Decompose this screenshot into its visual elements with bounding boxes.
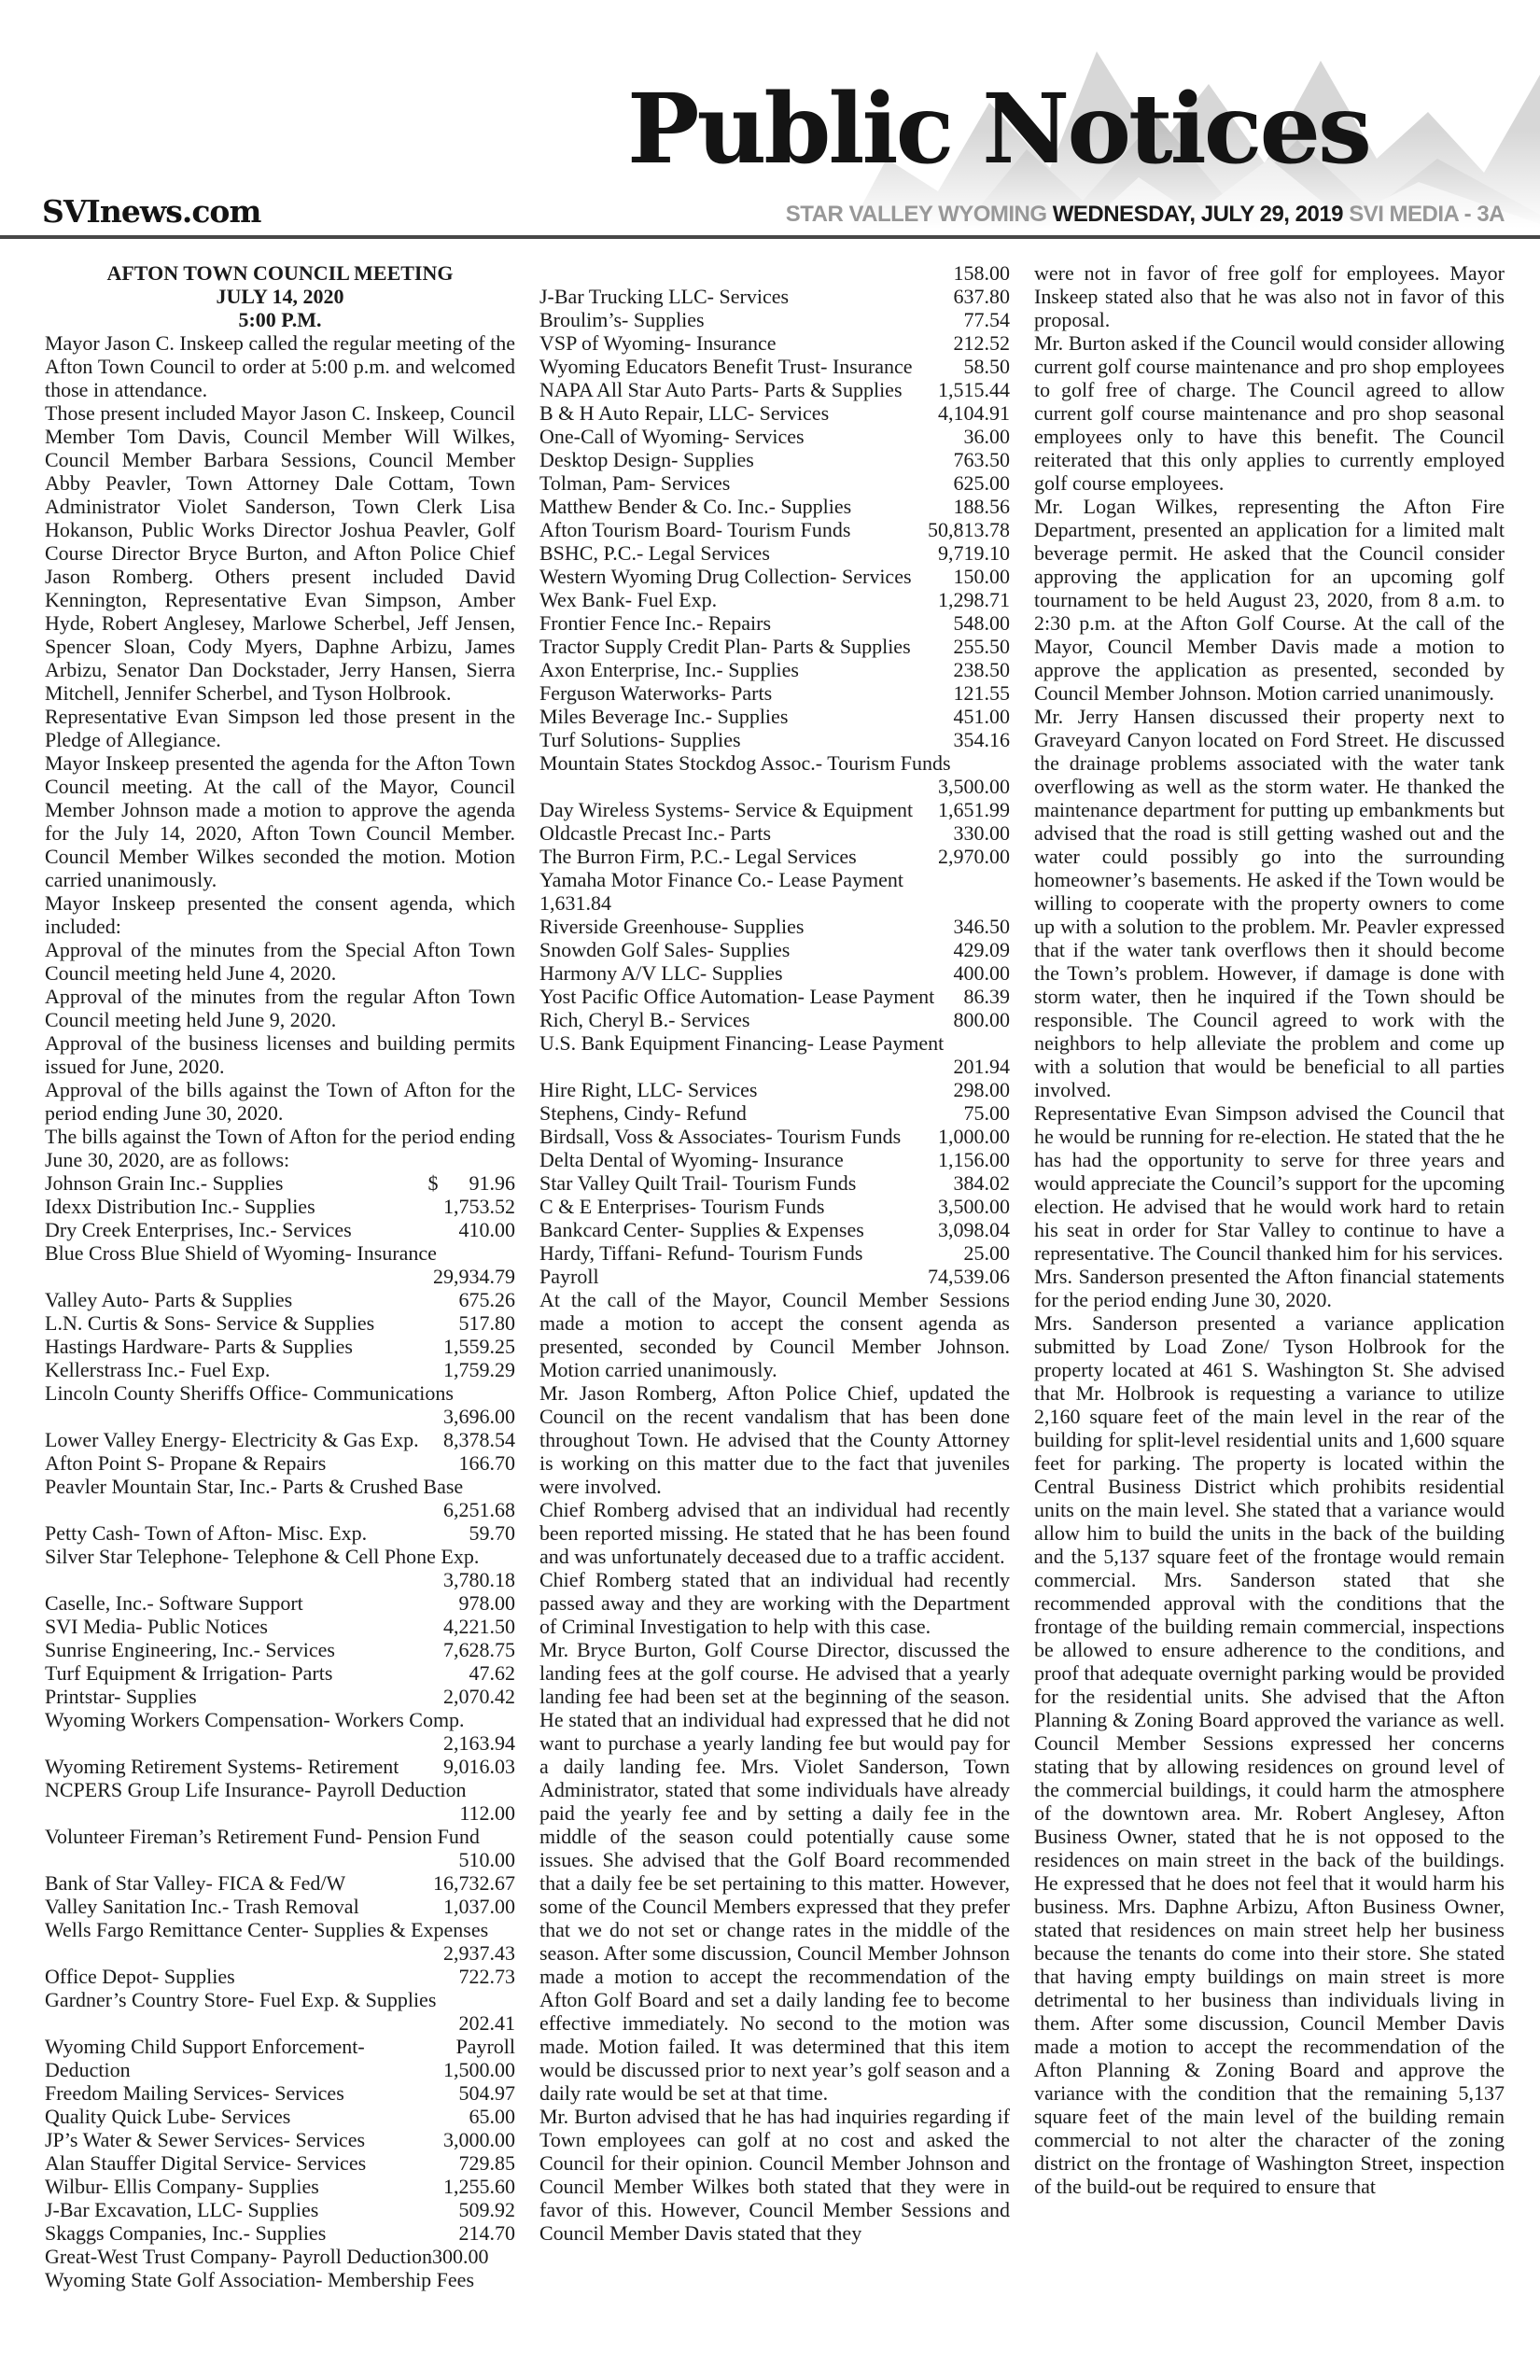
- bill-amount-line: 2,163.94: [443, 1731, 515, 1755]
- bill-payee: Yost Pacific Office Automation- Lease Payment: [539, 985, 935, 1008]
- article-paragraph: Approval of the business licenses and building permits issued for June, 2020.: [45, 1031, 515, 1078]
- bill-payee-line: Yamaha Motor Finance Co.- Lease Payment: [539, 868, 904, 891]
- bill-row: [45, 1638, 515, 1661]
- bill-payee-line: Silver Star Telephone- Telephone & Cell Phone Exp.: [45, 1545, 480, 1568]
- bill-row: [539, 588, 1010, 611]
- bill-row: [539, 308, 1010, 331]
- bill-row: [539, 705, 1010, 728]
- bill-row: [539, 1195, 1010, 1218]
- bill-amount: 74,539.06: [928, 1265, 1010, 1288]
- bill-amount: 16,732.67: [433, 1871, 515, 1895]
- bill-payee: Wilbur- Ellis Company- Supplies: [45, 2175, 319, 2198]
- bill-payee: One-Call of Wyoming- Services: [539, 425, 805, 448]
- bill-amount: 1,000.00: [938, 1125, 1010, 1148]
- bill-payee: Tractor Supply Credit Plan- Parts & Supplies: [539, 635, 911, 658]
- bill-payee: Tolman, Pam- Services: [539, 471, 731, 495]
- text-line: Great-West Trust Company- Payroll Deduction300.00: [45, 2245, 489, 2268]
- bill-amount: 346.50: [953, 915, 1010, 938]
- bill-payee: B & H Auto Repair, LLC- Services: [539, 401, 830, 425]
- bill-payee: C & E Enterprises- Tourism Funds: [539, 1195, 825, 1218]
- bill-amount: 59.70: [469, 1521, 515, 1545]
- bill-payee: Petty Cash- Town of Afton- Misc. Exp.: [45, 1521, 368, 1545]
- bill-row: [45, 1311, 515, 1335]
- bill-payee: Western Wyoming Drug Collection- Services: [539, 565, 912, 588]
- article-paragraph: The bills against the Town of Afton for the period ending June 30, 2020, are as follows:: [45, 1125, 515, 1171]
- bill-row: [45, 1685, 515, 1708]
- bill-payee: The Burron Firm, P.C.- Legal Services: [539, 845, 857, 868]
- article-paragraph: Mayor Jason C. Inskeep called the regular meeting of the Afton Town Council to order at 5:00 p.m. and welcomed those in attendance.: [45, 331, 515, 401]
- bill-amount: 1,759.29: [443, 1358, 515, 1381]
- bill-row: [45, 1218, 515, 1241]
- bill-amount: 1,515.44: [938, 378, 1010, 401]
- bill-amount-line: 112.00: [459, 1801, 515, 1825]
- bill-amount: 1,037.00: [443, 1895, 515, 1918]
- bill-row: [539, 915, 1010, 938]
- bill-row: [539, 448, 1010, 471]
- bill-amount: 1,753.52: [443, 1195, 515, 1218]
- article-paragraph: Mayor Inskeep presented the consent agenda, which included:: [45, 891, 515, 938]
- bill-row: [539, 658, 1010, 681]
- bill-amount: 166.70: [458, 1451, 515, 1475]
- bill-payee: SVI Media- Public Notices: [45, 1615, 268, 1638]
- bill-payee-line: U.S. Bank Equipment Financing- Lease Payment: [539, 1031, 945, 1055]
- bill-payee: Riverside Greenhouse- Supplies: [539, 915, 805, 938]
- bill-amount: 4,104.91: [938, 401, 1010, 425]
- bill-amount: 410.00: [458, 1218, 515, 1241]
- article-paragraph: were not in favor of free golf for employees. Mayor Inskeep stated also that he was also not in favor of this proposal.: [1034, 261, 1505, 331]
- bill-payee: Afton Tourism Board- Tourism Funds: [539, 518, 851, 541]
- bill-payee: Ferguson Waterworks- Parts: [539, 681, 773, 705]
- bill-amount: 65.00: [469, 2105, 515, 2128]
- bill-row: [539, 425, 1010, 448]
- bill-payee: Wyoming Retirement Systems- Retirement: [45, 1755, 399, 1778]
- bill-payee: Delta Dental of Wyoming- Insurance: [539, 1148, 844, 1171]
- bill-payee: Axon Enterprise, Inc.- Supplies: [539, 658, 799, 681]
- article-heading-line: JULY 14, 2020: [216, 285, 344, 308]
- bill-payee: Desktop Design- Supplies: [539, 448, 754, 471]
- bill-amount: 212.52: [953, 331, 1010, 355]
- article-paragraph: Representative Evan Simpson advised the Council that he would be running for re-election. He stated that the he has had the opportunity to serve for three years and would appreciate the Council’s support for the upcoming election. He advised that he would work hard to retain his seat in order for Star Valley to continue to have a representative. The Council thanked him for his services.: [1034, 1101, 1505, 1265]
- bill-row: [539, 1265, 1010, 1288]
- bill-row: [45, 1171, 515, 1195]
- bill-amount-line: 1,631.84: [539, 891, 611, 915]
- article-heading-line: AFTON TOWN COUNCIL MEETING: [106, 261, 454, 285]
- bill-payee: Dry Creek Enterprises, Inc.- Services: [45, 1218, 352, 1241]
- bill-payee: Afton Point S- Propane & Repairs: [45, 1451, 327, 1475]
- bill-amount: 2,070.42: [443, 1685, 515, 1708]
- bill-payee: Turf Solutions- Supplies: [539, 728, 741, 751]
- bill-row: [45, 1661, 515, 1685]
- bill-amount: 238.50: [953, 658, 1010, 681]
- bill-amount: 3,500.00: [938, 1195, 1010, 1218]
- article-paragraph: Mrs. Sanderson presented a variance application submitted by Load Zone/ Tyson Holbrook for the property located at 461 S. Washington St. She advised that Mr. Holbrook is requesting a variance to utilize 2,160 square feet of the main level in the rear of the building for split-level residential units and 1,600 square feet for parking. The property is located within the Central Business District which prohibits residential units on the main level. She stated that a variance would allow him to build the units in the back of the building and the 5,137 square feet of the frontage would remain commercial. Mrs. Sanderson stated that she recommended approval with the conditions that the frontage of the building remain commercial, inspections be allowed to ensure adherence to the conditions, and proof that adequate overnight parking would be provided for the residential units. She advised that the Afton Planning & Zoning Board approved the variance as well. Council Member Sessions expressed her concerns stating that by allowing residences on ground level of the commercial buildings, it could harm the atmosphere of the downtown area. Mr. Robert Anglesey, Afton Business Owner, stated that he is not opposed to the residences on main street in the back of the buildings. He expressed that he does not feel that it would harm his business. Mrs. Daphne Arbizu, Afton Business Owner, stated that residences on main street help her business because the tenants do come into their store. She stated that having empty buildings on main street is more detrimental to her business than individuals living in them. After some discussion, Council Member Davis made a motion to accept the recommendation of the Afton Planning & Zoning Board and approve the variance with the condition that the remaining 5,137 square feet of the main level of the building remain commercial to not alter the character of the zoning district on the frontage of Washington Street, inspection of the build-out be required to ensure that: [1034, 1311, 1505, 2198]
- bill-payee-line: NCPERS Group Life Insurance- Payroll Deduction: [45, 1778, 467, 1801]
- bill-payee: Hastings Hardware- Parts & Supplies: [45, 1335, 353, 1358]
- bill-row: [539, 938, 1010, 961]
- bill-row: [45, 2151, 515, 2175]
- bill-row: [539, 1008, 1010, 1031]
- bill-payee: Broulim’s- Supplies: [539, 308, 705, 331]
- bill-payee: Skaggs Companies, Inc.- Supplies: [45, 2221, 327, 2245]
- bill-payee: Office Depot- Supplies: [45, 1965, 235, 1988]
- bill-payee: Bankcard Center- Supplies & Expenses: [539, 1218, 864, 1241]
- bill-payee-line: Gardner’s Country Store- Fuel Exp. & Supplies: [45, 1988, 437, 2011]
- bill-amount: 255.50: [953, 635, 1010, 658]
- bill-amount: 36.00: [963, 425, 1010, 448]
- bill-amount: 75.00: [963, 1101, 1010, 1125]
- dateline-location: STAR VALLEY WYOMING: [785, 202, 1053, 227]
- bill-payee: Bank of Star Valley- FICA & Fed/W: [45, 1871, 346, 1895]
- bill-payee: Hardy, Tiffani- Refund- Tourism Funds: [539, 1241, 863, 1265]
- bill-amount: 1,298.71: [938, 588, 1010, 611]
- bill-payee: Wyoming Educators Benefit Trust- Insurance: [539, 355, 913, 378]
- bill-row: [45, 2058, 515, 2081]
- bill-payee: J-Bar Excavation, LLC- Supplies: [45, 2198, 319, 2221]
- bill-payee: Quality Quick Lube- Services: [45, 2105, 291, 2128]
- bill-row: [539, 1148, 1010, 1171]
- bill-row: [45, 1591, 515, 1615]
- bill-amount: 77.54: [963, 308, 1010, 331]
- bill-row: [539, 1241, 1010, 1265]
- bill-amount-line: 510.00: [458, 1848, 515, 1871]
- article-body: [0, 239, 1540, 2363]
- bill-amount: 517.80: [458, 1311, 515, 1335]
- bill-amount: 729.85: [458, 2151, 515, 2175]
- bill-amount: 451.00: [953, 705, 1010, 728]
- bill-amount-line: 29,934.79: [433, 1265, 515, 1288]
- bill-payee-line: Wells Fargo Remittance Center- Supplies & Expenses: [45, 1918, 489, 1941]
- bill-payee: Miles Beverage Inc.- Supplies: [539, 705, 789, 728]
- bill-amount: 47.62: [469, 1661, 515, 1685]
- article-paragraph: Approval of the minutes from the Special Afton Town Council meeting held June 4, 2020.: [45, 938, 515, 985]
- bill-row: [45, 2198, 515, 2221]
- bill-payee: Stephens, Cindy- Refund: [539, 1101, 747, 1125]
- bill-payee: Day Wireless Systems- Service & Equipment: [539, 798, 914, 821]
- bill-payee-line: Mountain States Stockdog Assoc.- Tourism Funds: [539, 751, 951, 775]
- bill-row: [45, 1521, 515, 1545]
- bill-payee: J-Bar Trucking LLC- Services: [539, 285, 790, 308]
- article-paragraph: Mr. Bryce Burton, Golf Course Director, discussed the landing fees at the golf course. He advised that a yearly landing fee had been set at the beginning of the season. He stated that an individual had expressed that he did not want to purchase a yearly landing fee but would pay for a daily landing fee. Mrs. Violet Sanderson, Town Administrator, stated that some individuals have already paid the yearly fee and by setting a daily fee in the middle of the season could potentially cause some issues. She advised that the Golf Board recommended that a daily fee be set pertaining to this matter. However, some of the Council Members expressed that they prefer that we do not set or change rates in the middle of the season. After some discussion, Council Member Johnson made a motion to accept the recommendation of the Afton Golf Board and set a daily landing fee to become effective immediately. No second to the motion was made. Motion failed. It was determined that this item would be discussed prior to next year’s golf season and a daily rate would be set at that time.: [539, 1638, 1010, 2105]
- bill-payee: Johnson Grain Inc.- Supplies: [45, 1171, 284, 1195]
- bill-row: [539, 798, 1010, 821]
- bill-amount: 8,378.54: [443, 1428, 515, 1451]
- article-paragraph: Mr. Logan Wilkes, representing the Afton Fire Department, presented an application for a limited malt beverage permit. He asked that the Council consider approving the application for an upcoming golf tournament to be held August 23, 2020, from 8 a.m. to 2:30 p.m. at the Afton Golf Course. At the call of the Mayor, Council Member Davis made a motion to approve the application as presented, seconded by Council Member Johnson. Motion carried unanimously.: [1034, 495, 1505, 705]
- bill-amount-line: 2,937.43: [443, 1941, 515, 1965]
- bill-row: [539, 331, 1010, 355]
- bill-row: [45, 1871, 515, 1895]
- bill-amount: 121.55: [953, 681, 1010, 705]
- bill-payee: Wyoming Child Support Enforcement-: [45, 2035, 365, 2058]
- bill-amount: 1,500.00: [443, 2058, 515, 2081]
- text-line: Wyoming State Golf Association- Membership Fees: [45, 2268, 475, 2291]
- article-paragraph: Mr. Burton asked if the Council would consider allowing current golf course maintenance and pro shop employees to golf free of charge. The Council agreed to allow current golf course maintenance and pro shop seasonal employees only to have this benefit. The Council reiterated that this only applies to currently employed golf course employees.: [1034, 331, 1505, 495]
- bill-amount-line: 6,251.68: [443, 1498, 515, 1521]
- bill-payee-line: Blue Cross Blue Shield of Wyoming- Insurance: [45, 1241, 437, 1265]
- bill-payee: JP’s Water & Sewer Services- Services: [45, 2128, 366, 2151]
- bill-row: [539, 1125, 1010, 1148]
- bill-payee: Rich, Cheryl B.- Services: [539, 1008, 750, 1031]
- bill-payee: Alan Stauffer Digital Service- Services: [45, 2151, 367, 2175]
- bill-row: [539, 635, 1010, 658]
- bill-row: [539, 401, 1010, 425]
- bill-row: [45, 1615, 515, 1638]
- article-paragraph: Representative Evan Simpson led those present in the Pledge of Allegiance.: [45, 705, 515, 751]
- article-paragraph: Approval of the bills against the Town of Afton for the period ending June 30, 2020.: [45, 1078, 515, 1125]
- bill-row: [539, 1171, 1010, 1195]
- bill-amount: 1,156.00: [938, 1148, 1010, 1171]
- bill-row: [539, 518, 1010, 541]
- bill-amount: 509.92: [458, 2198, 515, 2221]
- bill-amount: 548.00: [953, 611, 1010, 635]
- bill-row: [539, 355, 1010, 378]
- bill-row: [45, 1288, 515, 1311]
- bill-row: [539, 985, 1010, 1008]
- bill-payee-line: Peavler Mountain Star, Inc.- Parts & Crushed Base: [45, 1475, 464, 1498]
- bill-row: [45, 1335, 515, 1358]
- bill-amount: 504.97: [458, 2081, 515, 2105]
- bill-payee: Turf Equipment & Irrigation- Parts: [45, 1661, 333, 1685]
- bill-payee: VSP of Wyoming- Insurance: [539, 331, 777, 355]
- bill-row: [539, 1218, 1010, 1241]
- bill-amount: 58.50: [963, 355, 1010, 378]
- bill-row: [45, 1428, 515, 1451]
- article-paragraph: Chief Romberg stated that an individual had recently passed away and they are working with the Department of Criminal Investigation to help with this case.: [539, 1568, 1010, 1638]
- bill-payee: Lower Valley Energy- Electricity & Gas Exp.: [45, 1428, 419, 1451]
- bill-amount-line: 202.41: [458, 2011, 515, 2035]
- bill-amount-line: 3,780.18: [443, 1568, 515, 1591]
- bill-payee: NAPA All Star Auto Parts- Parts & Supplies: [539, 378, 903, 401]
- dateline-media: SVI MEDIA - 3A: [1343, 202, 1505, 227]
- bill-amount: 625.00: [953, 471, 1010, 495]
- bill-payee: Snowden Golf Sales- Supplies: [539, 938, 791, 961]
- bill-payee: BSHC, P.C.- Legal Services: [539, 541, 770, 565]
- bill-amount: $ 91.96: [427, 1171, 515, 1195]
- article-paragraph: Mayor Inskeep presented the agenda for the Afton Town Council meeting. At the call of the Mayor, Council Member Johnson made a motion to approve the agenda for the July 14, 2020, Afton Town Council Member. Council Member Wilkes seconded the motion. Motion carried unanimously.: [45, 751, 515, 891]
- article-paragraph: Approval of the minutes from the regular Afton Town Council meeting held June 9, 2020.: [45, 985, 515, 1031]
- bill-row: [45, 2128, 515, 2151]
- bill-amount: 214.70: [458, 2221, 515, 2245]
- bill-row: [45, 2035, 515, 2058]
- bill-amount-line: 3,696.00: [443, 1405, 515, 1428]
- article-paragraph: Mrs. Sanderson presented the Afton financial statements for the period ending June 30, 2020.: [1034, 1265, 1505, 1311]
- bill-payee: Idexx Distribution Inc.- Supplies: [45, 1195, 315, 1218]
- bill-payee: Sunrise Engineering, Inc.- Services: [45, 1638, 335, 1661]
- bill-amount: 298.00: [953, 1078, 1010, 1101]
- bill-amount: 637.80: [953, 285, 1010, 308]
- bill-payee: Kellerstrass Inc.- Fuel Exp.: [45, 1358, 271, 1381]
- bill-amount: 800.00: [953, 1008, 1010, 1031]
- bill-payee: Harmony A/V LLC- Supplies: [539, 961, 783, 985]
- bill-row: [45, 1451, 515, 1475]
- bill-payee-line: Lincoln County Sheriffs Office- Communications: [45, 1381, 454, 1405]
- bill-amount: Payroll: [455, 2035, 515, 2058]
- column-3: [1034, 261, 1505, 2363]
- article-paragraph: Mr. Jerry Hansen discussed their property next to Graveyard Canyon located on Ford Street. He discussed the drainage problems associated with the water tank overflowing as well as the storm water. He thanked the maintenance department for putting up embankments but advised that the road is still getting washed out and the water could possibly go into the surrounding homeowner’s basements. He asked if the Town would be willing to cooperate with the property owners to come up with a solution to the problem. Mr. Peavler expressed that if the water tank overflows then it should become the Town’s problem. However, if damage is done with storm water, then he inquired if the Town should be responsible. The Council agreed to work with the neighbors to help alleviate the problem and come up with a solution that would be beneficial to all parties involved.: [1034, 705, 1505, 1101]
- bill-payee: Star Valley Quilt Trail- Tourism Funds: [539, 1171, 857, 1195]
- bill-amount: 3,098.04: [938, 1218, 1010, 1241]
- bill-amount: 50,813.78: [928, 518, 1010, 541]
- bill-amount: 9,016.03: [443, 1755, 515, 1778]
- bill-row: [45, 2221, 515, 2245]
- bill-row: [45, 1965, 515, 1988]
- bill-amount: 1,255.60: [443, 2175, 515, 2198]
- bill-amount: 400.00: [953, 961, 1010, 985]
- bill-payee: L.N. Curtis & Sons- Service & Supplies: [45, 1311, 375, 1335]
- bill-payee: Oldcastle Precast Inc.- Parts: [539, 821, 772, 845]
- bill-row: [45, 1195, 515, 1218]
- site-url: SVInews.com: [42, 193, 261, 230]
- bill-row: [539, 471, 1010, 495]
- column-2: [539, 261, 1010, 2363]
- bill-amount: 86.39: [963, 985, 1010, 1008]
- article-paragraph: Mr. Jason Romberg, Afton Police Chief, updated the Council on the recent vandalism that has been done throughout Town. He advised that the County Attorney is working on this matter due to the fact that juveniles were involved.: [539, 1381, 1010, 1498]
- bill-row: [45, 1358, 515, 1381]
- bill-amount: 722.73: [458, 1965, 515, 1988]
- bill-row: [539, 821, 1010, 845]
- bill-row: [539, 378, 1010, 401]
- bill-payee: Hire Right, LLC- Services: [539, 1078, 758, 1101]
- bill-amount: 675.26: [458, 1288, 515, 1311]
- bill-amount: 978.00: [458, 1591, 515, 1615]
- bill-payee: Payroll: [539, 1265, 599, 1288]
- bill-amount: 188.56: [953, 495, 1010, 518]
- bill-payee: Valley Auto- Parts & Supplies: [45, 1288, 293, 1311]
- bill-payee: Wex Bank- Fuel Exp.: [539, 588, 718, 611]
- dateline-date: WEDNESDAY, JULY 29, 2019: [1052, 202, 1344, 227]
- bill-row: [539, 961, 1010, 985]
- bill-amount-line: 201.94: [953, 1055, 1010, 1078]
- bill-amount: 330.00: [953, 821, 1010, 845]
- dateline: [786, 202, 1505, 228]
- bill-row: [539, 728, 1010, 751]
- bill-row: [539, 1078, 1010, 1101]
- bill-row: [45, 2175, 515, 2198]
- masthead: [0, 0, 1540, 235]
- article-paragraph: At the call of the Mayor, Council Member Sessions made a motion to accept the consent agenda as presented, seconded by Council Member Johnson. Motion carried unanimously.: [539, 1288, 1010, 1381]
- bill-amount: 429.09: [953, 938, 1010, 961]
- bill-payee: Matthew Bender & Co. Inc.- Supplies: [539, 495, 852, 518]
- bill-row: [45, 1895, 515, 1918]
- bill-amount: 3,000.00: [443, 2128, 515, 2151]
- bill-amount: 25.00: [963, 1241, 1010, 1265]
- bill-payee: Freedom Mailing Services- Services: [45, 2081, 344, 2105]
- bill-amount: 384.02: [953, 1171, 1010, 1195]
- page-title: Public Notices: [627, 73, 1369, 186]
- bill-row: [539, 285, 1010, 308]
- bill-row: [539, 681, 1010, 705]
- bill-payee: Printstar- Supplies: [45, 1685, 197, 1708]
- bill-amount: 1,651.99: [938, 798, 1010, 821]
- article-paragraph: Mr. Burton advised that he has had inquiries regarding if Town employees can golf at no cost and asked the Council for their opinion. Council Member Johnson and Council Member Wilkes both stated that they were in favor of this. However, Council Member Sessions and Council Member Davis stated that they: [539, 2105, 1010, 2245]
- bill-payee-line: Volunteer Fireman’s Retirement Fund- Pension Fund: [45, 1825, 480, 1848]
- bill-amount: 763.50: [953, 448, 1010, 471]
- column-1: [45, 261, 515, 2363]
- bill-row: [539, 1101, 1010, 1125]
- bill-payee: Deduction: [45, 2058, 131, 2081]
- bill-row: [539, 541, 1010, 565]
- bill-row: [539, 565, 1010, 588]
- bill-row: [539, 845, 1010, 868]
- bill-payee: Valley Sanitation Inc.- Trash Removal: [45, 1895, 359, 1918]
- bill-row: [539, 495, 1010, 518]
- bill-amount: 9,719.10: [938, 541, 1010, 565]
- bill-amount-line: 158.00: [953, 261, 1010, 285]
- bill-amount: 4,221.50: [443, 1615, 515, 1638]
- bill-row: [45, 2105, 515, 2128]
- bill-amount: 1,559.25: [443, 1335, 515, 1358]
- bill-amount: 2,970.00: [938, 845, 1010, 868]
- article-paragraph: Those present included Mayor Jason C. Inskeep, Council Member Tom Davis, Council Member Will Wilkes, Council Member Barbara Sessions, Council Member Abby Peavler, Town Attorney Dale Cottam, Town Administrator Violet Sanderson, Town Clerk Lisa Hokanson, Public Works Director Joshua Peavler, Golf Course Director Bryce Burton, and Afton Police Chief Jason Romberg. Others present included David Kennington, Representative Evan Simpson, Amber Hyde, Robert Anglesey, Marlowe Scherbel, Jeff Jensen, Spencer Sloan, Cody Myers, Daphne Arbizu, James Arbizu, Senator Dan Dockstader, Jerry Hansen, Sierra Mitchell, Jennifer Scherbel, and Tyson Holbrook.: [45, 401, 515, 705]
- article-heading-line: 5:00 P.M.: [238, 308, 322, 331]
- bill-payee: Birdsall, Voss & Associates- Tourism Funds: [539, 1125, 902, 1148]
- bill-amount-line: 3,500.00: [938, 775, 1010, 798]
- bill-payee: Caselle, Inc.- Software Support: [45, 1591, 303, 1615]
- bill-amount: 150.00: [953, 565, 1010, 588]
- bill-row: [45, 1755, 515, 1778]
- bill-amount: 354.16: [953, 728, 1010, 751]
- bill-payee-line: Wyoming Workers Compensation- Workers Comp.: [45, 1708, 465, 1731]
- bill-payee: Frontier Fence Inc.- Repairs: [539, 611, 772, 635]
- article-paragraph: Chief Romberg advised that an individual had recently been reported missing. He stated that he has been found and was unfortunately deceased due to a traffic accident.: [539, 1498, 1010, 1568]
- bill-row: [539, 611, 1010, 635]
- bill-amount: 7,628.75: [443, 1638, 515, 1661]
- bill-row: [45, 2081, 515, 2105]
